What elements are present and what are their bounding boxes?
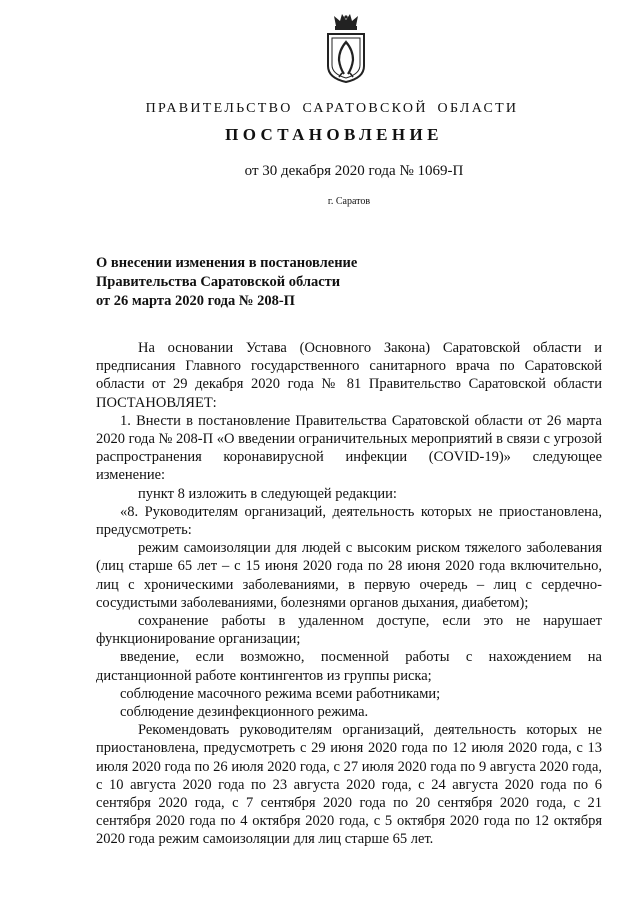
document-subject	[96, 254, 416, 311]
body-paragraph: сохранение работы в удаленном доступе, если это не нарушает функционирование организации;	[96, 613, 602, 648]
document-type: ПОСТАНОВЛЕНИЕ	[225, 125, 443, 144]
body-paragraph: режим самоизоляции для людей с высоким риском тяжелого заболевания (лиц старше 65 лет – с 15 июня 2020 года по 28 июня 2020 года включительно, лиц с хроническими заболеваниями, в первую очередь – лиц с сердечно-сосудистыми заболеваниями, болезнями органов дыхания, диабетом);	[96, 540, 602, 611]
body-paragraph: На основании Устава (Основного Закона) Саратовской области и предписания Главного государственного санитарного врача по Саратовской области от 29 декабря 2020 года № 81 Правительство Саратовской области ПОСТАНОВЛЯЕТ:	[96, 340, 602, 411]
document-body	[96, 339, 602, 849]
subject-line: Правительства Саратовской области	[96, 274, 341, 290]
body-paragraph: «8. Руководителям организаций, деятельность которых не приостановлена, предусмотреть:	[96, 503, 602, 539]
body-paragraph: пункт 8 изложить в следующей редакции:	[138, 485, 397, 502]
document-city: г. Саратов	[327, 196, 371, 207]
subject-line: от 26 марта 2020 года № 208-П	[96, 293, 295, 309]
government-title: ПРАВИТЕЛЬСТВО САРАТОВСКОЙ ОБЛАСТИ	[145, 101, 519, 116]
body-paragraph: соблюдение масочного режима всеми работниками;	[120, 685, 441, 702]
body-paragraph: введение, если возможно, посменной работы с нахождением на дистанционной работе контингентов из группы риска;	[96, 649, 602, 684]
document-date-number: от 30 декабря 2020 года № 1069-П	[244, 163, 464, 179]
body-paragraph: соблюдение дезинфекционного режима.	[120, 704, 369, 721]
body-paragraph: Рекомендовать руководителям организаций, деятельность которых не приостановлена, предусмотреть с 29 июня 2020 года по 12 июля 2020 года, с 13 июля 2020 года по 26 июля 2020 года, с 27 июля 2020 года по 9 августа 2020 года, с 10 августа 2020 года по 23 августа 2020 года, с 24 августа 2020 года по 6 сентября 2020 года, с 7 сентября 2020 года по 20 сентября 2020 года, с 21 сентября 2020 года по 4 октября 2020 года, с 5 октября 2020 года по 12 октября 2020 года режим самоизоляции для лиц старше 65 лет.	[96, 722, 602, 848]
saratov-coat-of-arms-icon	[322, 12, 370, 84]
subject-line: О внесении изменения в постановление	[96, 255, 358, 271]
body-paragraph: 1. Внести в постановление Правительства Саратовской области от 26 марта 2020 года № 208-П «О введении ограничительных мероприятий в связи с угрозой распространения коронавирусной инфекции (COVID-19)» следующее изменение:	[96, 412, 602, 484]
